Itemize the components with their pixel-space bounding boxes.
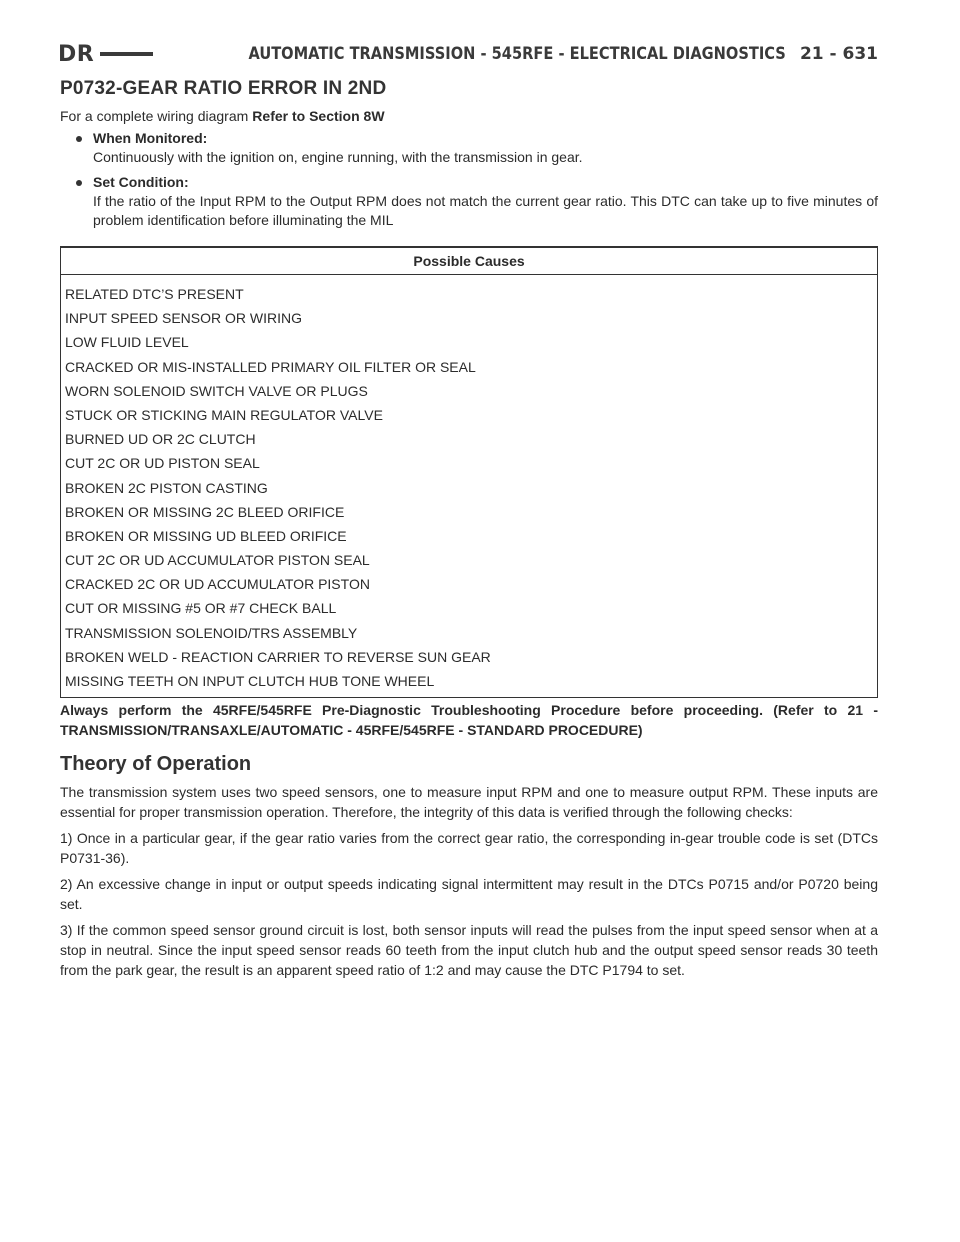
table-row: WORN SOLENOID SWITCH VALVE OR PLUGS (65, 382, 368, 399)
table-row: BURNED UD OR 2C CLUTCH (65, 431, 256, 448)
dtc-title: P0732-GEAR RATIO ERROR IN 2ND (60, 78, 387, 99)
header-rule (100, 52, 153, 56)
table-row: STUCK OR STICKING MAIN REGULATOR VALVE (65, 406, 383, 423)
wiring-ref-link[interactable]: Refer to Section 8W (252, 108, 385, 124)
procedure-note: Always perform the 45RFE/545RFE Pre-Diagnostic Troubleshooting Procedure before proceeding. (Refer to 21 - TRANSMISSION/TRANSAXLE/AUTOMATIC - 45RFE/545RFE - STANDARD PROCEDURE) (60, 702, 878, 739)
table-row: INPUT SPEED SENSOR OR WIRING (65, 310, 302, 327)
bullet-heading: Set Condition: (93, 174, 189, 190)
section-code: DR (58, 41, 95, 67)
bullet-icon (76, 136, 82, 142)
theory-paragraph: The transmission system uses two speed sensors, one to measure input RPM and one to measure output RPM. These inputs are essential for proper transmission operation. Therefore, the integrity of this data is verified through the following checks: (60, 784, 878, 821)
list-item (93, 129, 878, 167)
table-row: BROKEN OR MISSING 2C BLEED ORIFICE (65, 503, 345, 520)
bullet-text: Continuously with the ignition on, engine running, with the transmission in gear. (93, 149, 583, 165)
theory-paragraph: 2) An excessive change in input or output speeds indicating signal intermittent may result in the DTCs P0715 and/or P0720 being set. (60, 876, 878, 913)
header-title: AUTOMATIC TRANSMISSION - 545RFE - ELECTRICAL DIAGNOSTICS (248, 44, 786, 64)
table-row: BROKEN OR MISSING UD BLEED ORIFICE (65, 527, 347, 544)
table-row: CRACKED 2C OR UD ACCUMULATOR PISTON (65, 576, 370, 593)
wiring-text: For a complete wiring diagram (60, 108, 249, 124)
page-header (58, 36, 878, 72)
bullet-heading: When Monitored: (93, 130, 208, 146)
list-item (93, 173, 878, 230)
condition-list (60, 129, 878, 230)
possible-causes-table (60, 246, 878, 698)
wiring-reference (60, 108, 878, 124)
table-row: CUT 2C OR UD ACCUMULATOR PISTON SEAL (65, 552, 370, 569)
page-number: 21 - 631 (799, 44, 878, 64)
page-content (60, 78, 878, 980)
table-row: MISSING TEETH ON INPUT CLUTCH HUB TONE WHEEL (65, 673, 435, 689)
table-row: CUT OR MISSING #5 OR #7 CHECK BALL (65, 600, 337, 617)
causes-list (61, 275, 877, 697)
theory-heading: Theory of Operation (60, 753, 252, 776)
table-row: TRANSMISSION SOLENOID/TRS ASSEMBLY (65, 624, 358, 641)
table-row: CRACKED OR MIS-INSTALLED PRIMARY OIL FILTER OR SEAL (65, 358, 476, 375)
table-row: CUT 2C OR UD PISTON SEAL (65, 455, 260, 472)
bullet-text: If the ratio of the Input RPM to the Output RPM does not match the current gear ratio. This DTC can take up to five minutes of problem identification before illuminating the MIL (93, 193, 878, 228)
theory-paragraph: 1) Once in a particular gear, if the gear ratio varies from the correct gear ratio, the corresponding in-gear trouble code is set (DTCs P0731-36). (60, 830, 878, 867)
table-row: RELATED DTC’S PRESENT (65, 286, 244, 302)
table-row: BROKEN 2C PISTON CASTING (65, 479, 268, 496)
table-row: BROKEN WELD - REACTION CARRIER TO REVERSE SUN GEAR (65, 648, 491, 665)
table-row: LOW FLUID LEVEL (65, 334, 189, 351)
theory-paragraph: 3) If the common speed sensor ground circuit is lost, both sensor inputs will read the pulses from the input speed sensor when at a stop in neutral. Since the input speed sensor reads 60 teeth from the input clutch hub and the output speed sensor reads 30 teeth from the park gear, the result is an apparent speed ratio of 1:2 and may cause the DTC P1794 to set. (60, 922, 878, 979)
bullet-icon (76, 180, 82, 186)
causes-heading: Possible Causes (61, 248, 877, 275)
